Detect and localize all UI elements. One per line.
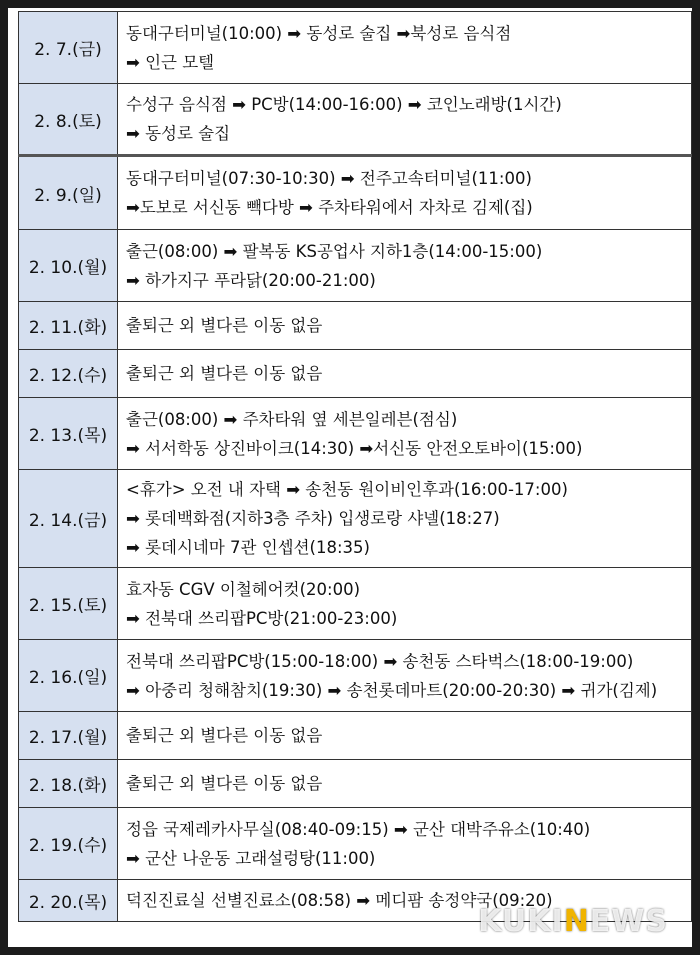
row-route xyxy=(118,302,692,350)
schedule-row xyxy=(19,712,692,760)
route-line: ➡도보로 서신동 빽다방 ➡ 주차타워에서 자차로 김제(집) xyxy=(126,198,533,217)
schedule-row xyxy=(19,156,692,230)
schedule-row xyxy=(19,470,692,568)
route-line: 수성구 음식점 ➡ PC방(14:00-16:00) ➡ 코인노래방(1시간) xyxy=(126,95,562,114)
row-route xyxy=(118,470,692,568)
row-route xyxy=(118,640,692,712)
route-line: <휴가> 오전 내 자택 ➡ 송천동 원이비인후과(16:00-17:00) xyxy=(126,480,568,499)
schedule-row xyxy=(19,808,692,880)
route-line: 출근(08:00) ➡ 팔복동 KS공업사 지하1층(14:00-15:00) xyxy=(126,241,543,261)
row-date: 2. 15.(토) xyxy=(19,568,118,640)
row-date: 2. 12.(수) xyxy=(19,350,118,398)
row-date: 2. 7.(금) xyxy=(19,12,118,84)
schedule-row xyxy=(19,760,692,808)
row-route xyxy=(118,12,692,84)
row-route xyxy=(118,230,692,302)
route-line: 출근(08:00) ➡ 주차타워 옆 세븐일레븐(점심) xyxy=(126,409,458,429)
schedule-sheet xyxy=(8,8,692,947)
schedule-row xyxy=(19,302,692,350)
route-line: 동대구터미널(07:30-10:30) ➡ 전주고속터미널(11:00) xyxy=(126,169,532,188)
row-date: 2. 13.(목) xyxy=(19,398,118,470)
route-line: ➡ 아중리 청해참치(19:30) ➡ 송천롯데마트(20:00-20:30) ➡ 귀가(김제) xyxy=(126,680,658,700)
row-route xyxy=(118,398,692,470)
row-date: 2. 18.(화) xyxy=(19,760,118,808)
schedule-row xyxy=(19,398,692,470)
schedule-row xyxy=(19,350,692,398)
row-date: 2. 11.(화) xyxy=(19,302,118,350)
route-line: ➡ 롯데시네마 7관 인셉션(18:35) xyxy=(126,538,370,557)
row-route xyxy=(118,156,692,230)
route-line: 출퇴근 외 별다른 이동 없음 xyxy=(126,364,323,383)
schedule-row xyxy=(19,12,692,84)
row-route xyxy=(118,568,692,640)
route-line: ➡ 인근 모텔 xyxy=(126,52,215,72)
route-line: 정읍 국제레카사무실(08:40-09:15) ➡ 군산 대박주유소(10:40) xyxy=(126,819,591,839)
route-line: ➡ 군산 나운동 고래설렁탕(11:00) xyxy=(126,848,376,868)
row-route xyxy=(118,350,692,398)
movement-schedule-table xyxy=(18,11,692,922)
row-date: 2. 14.(금) xyxy=(19,470,118,568)
route-line: ➡ 동성로 술집 xyxy=(126,124,231,143)
schedule-row xyxy=(19,640,692,712)
row-date: 2. 9.(일) xyxy=(19,156,118,230)
row-date: 2. 10.(월) xyxy=(19,230,118,302)
row-date: 2. 20.(목) xyxy=(19,880,118,922)
route-line: ➡ 서서학동 상진바이크(14:30) ➡서신동 안전오토바이(15:00) xyxy=(126,438,583,458)
route-line: 출퇴근 외 별다른 이동 없음 xyxy=(126,316,323,335)
row-date: 2. 8.(토) xyxy=(19,84,118,156)
route-line: ➡ 롯데백화점(지하3층 주차) 입생로랑 샤넬(18:27) xyxy=(126,509,500,528)
schedule-row xyxy=(19,84,692,156)
schedule-row xyxy=(19,568,692,640)
row-date: 2. 17.(월) xyxy=(19,712,118,760)
kukinews-watermark: KUKINEWS xyxy=(478,904,668,939)
row-date: 2. 16.(일) xyxy=(19,640,118,712)
row-route xyxy=(118,712,692,760)
schedule-row xyxy=(19,230,692,302)
route-line: ➡ 전북대 쓰리팝PC방(21:00-23:00) xyxy=(126,608,398,628)
route-line: 동대구터미널(10:00) ➡ 동성로 술집 ➡북성로 음식점 xyxy=(126,23,512,43)
route-line: 전북대 쓰리팝PC방(15:00-18:00) ➡ 송천동 스타벅스(18:00-19:00) xyxy=(126,651,634,671)
row-date: 2. 19.(수) xyxy=(19,808,118,880)
route-line: 출퇴근 외 별다른 이동 없음 xyxy=(126,726,323,745)
row-route xyxy=(118,760,692,808)
row-route xyxy=(118,84,692,156)
row-route xyxy=(118,808,692,880)
route-line: ➡ 하가지구 푸라닭(20:00-21:00) xyxy=(126,270,376,290)
route-line: 효자동 CGV 이철헤어컷(20:00) xyxy=(126,579,361,599)
route-line: 덕진진료실 선별진료소(08:58) ➡ 메디팜 송정약국(09:20) xyxy=(126,891,553,910)
route-line: 출퇴근 외 별다른 이동 없음 xyxy=(126,774,323,793)
